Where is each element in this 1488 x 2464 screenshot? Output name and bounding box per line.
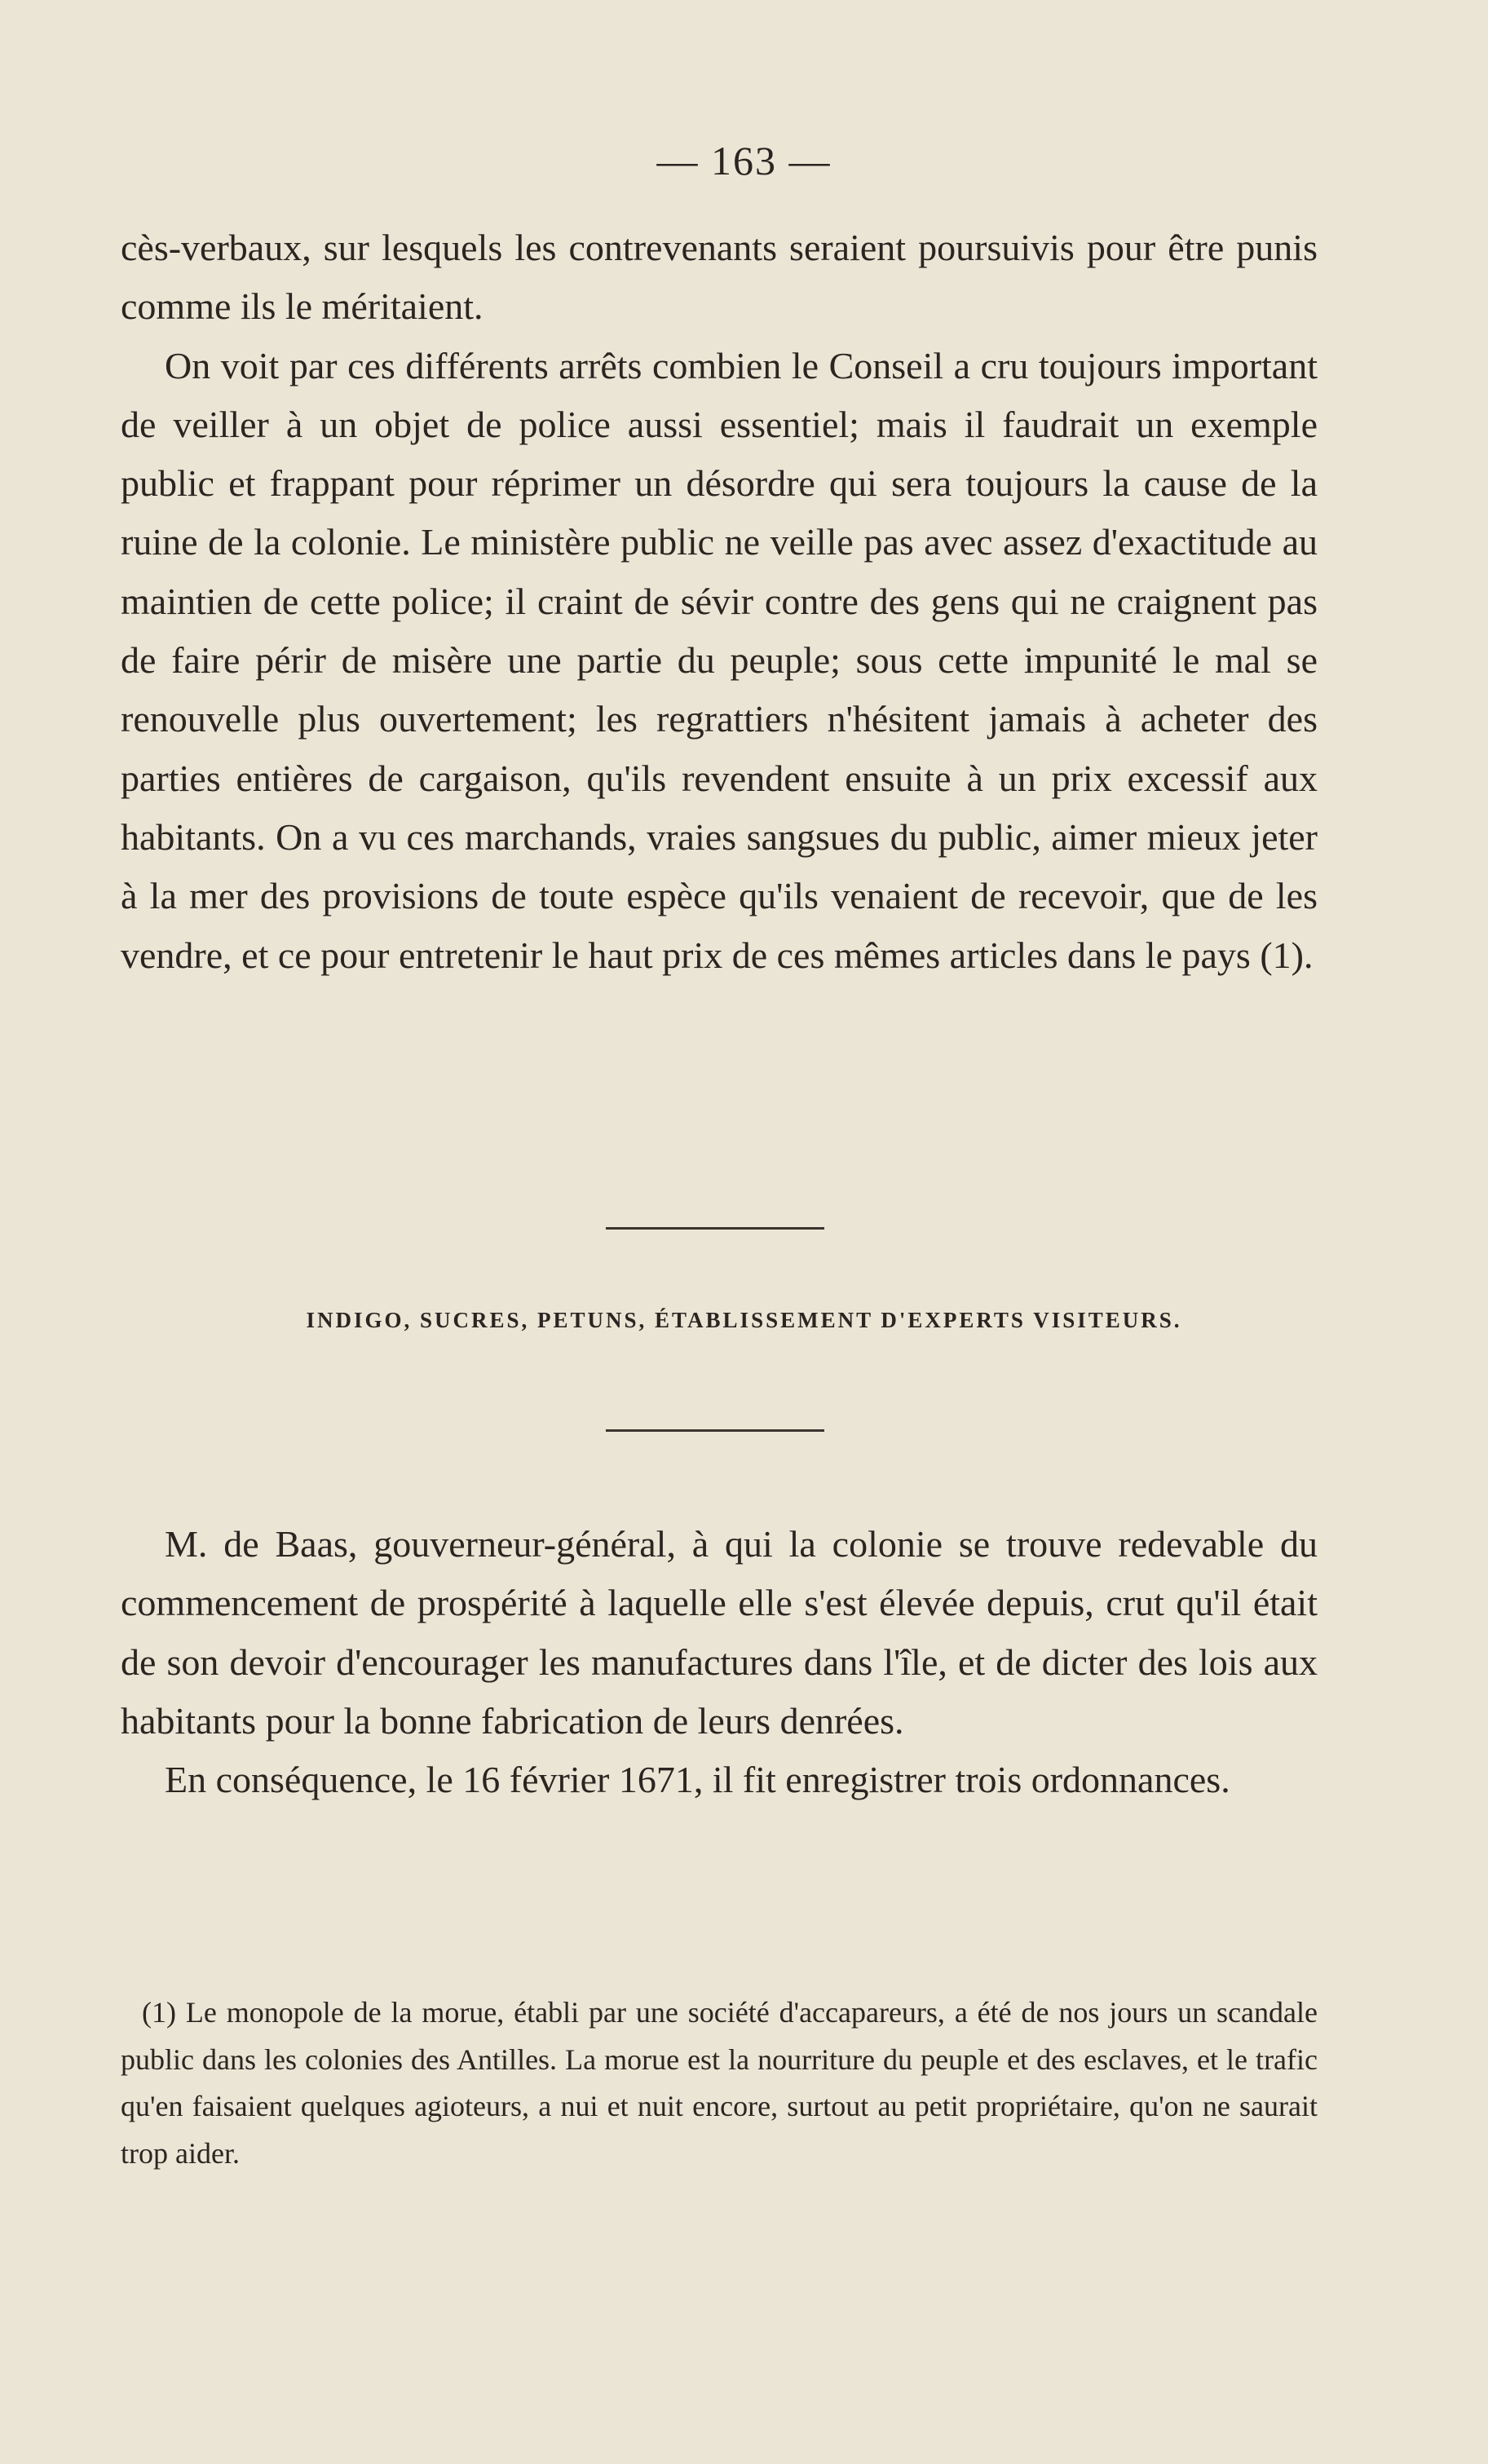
footnote: (1) Le monopole de la morue, établi par une société d'accapareurs, a été de nos jours un scandale public dans les colonies des Antilles. La morue est la nourriture du peuple et des esclaves, et le trafic qu'en faisaient quelques agioteurs, a nui et nuit encore, surtout au petit propriétaire, qu'on ne saurait trop aider. (121, 1996, 1318, 2170)
paragraph-police: On voit par ces différents arrêts combien le Conseil a cru toujours important de veiller à un objet de police aussi essentiel; mais il faudrait un exemple public et frappant pour réprimer un désordre qui sera toujours la cause de la ruine de la colonie. Le ministère public ne veille pas avec assez d'exactitude au maintien de cette police; il craint de sévir contre des gens qui ne craignent pas de faire périr de misère une partie du peuple; sous cette impunité le mal se renouvelle plus ouvertement; les regrattiers n'hésitent jamais à acheter des parties entières de cargaison, qu'ils revendent ensuite à un prix excessif aux habitants. On a vu ces marchands, vraies sangsues du public, aimer mieux jeter à la mer des provisions de toute espèce qu'ils venaient de recevoir, que de les vendre, et ce pour entretenir le haut prix de ces mêmes articles dans le pays (1). (121, 344, 1318, 976)
body-text-upper (121, 219, 1318, 985)
section-heading: INDIGO, SUCRES, PETUNS, ÉTABLISSEMENT D'EXPERTS VISITEURS. (306, 1308, 1182, 1332)
section-divider-top (606, 1227, 824, 1230)
paragraph-ordonnances: En conséquence, le 16 février 1671, il fit enregistrer trois ordonnances. (165, 1759, 1230, 1801)
page-number: — 163 — (656, 138, 832, 183)
section-divider-bottom (606, 1429, 824, 1432)
paragraph-continuation: cès-verbaux, sur lesquels les contrevenants seraient poursuivis pour être punis comme ils le méritaient. (121, 227, 1318, 328)
body-text-lower (121, 1515, 1318, 1809)
paragraph-de-baas: M. de Baas, gouverneur-général, à qui la colonie se trouve redevable du commencement de prospérité à laquelle elle s'est élevée depuis, crut qu'il était de son devoir d'encourager les manufactures dans l'île, et de dicter des lois aux habitants pour la bonne fabrication de leurs denrées. (121, 1523, 1318, 1742)
